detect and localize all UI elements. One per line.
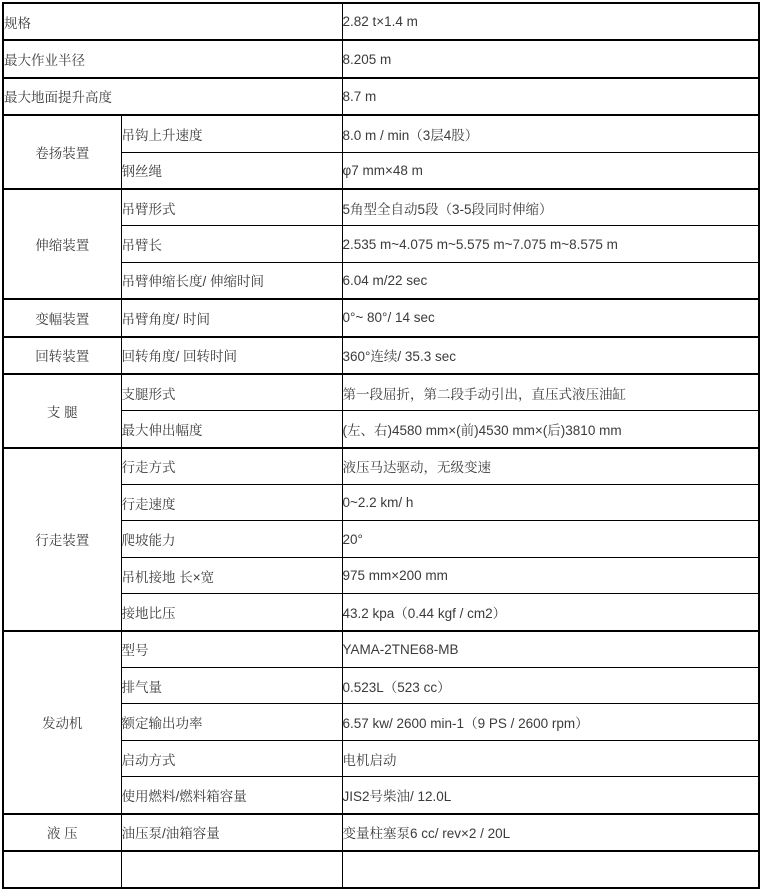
spec-value-cell: 液压马达驱动，无级变速 bbox=[342, 448, 759, 485]
spec-row bbox=[3, 631, 759, 668]
spec-row-full bbox=[3, 78, 759, 115]
spec-label-cell: 最大地面提升高度 bbox=[3, 78, 342, 115]
spec-label-cell bbox=[121, 851, 342, 888]
spec-table-body bbox=[3, 3, 759, 888]
spec-label-cell: 支腿形式 bbox=[121, 374, 342, 411]
spec-value-cell: YAMA-2TNE68-MB bbox=[342, 631, 759, 668]
spec-row-full bbox=[3, 3, 759, 40]
spec-row bbox=[3, 814, 759, 851]
spec-group-cell: 行走装置 bbox=[3, 448, 121, 631]
spec-value-cell: 8.7 m bbox=[342, 78, 759, 115]
spec-group-cell: 回转装置 bbox=[3, 337, 121, 374]
spec-label-cell: 额定输出功率 bbox=[121, 704, 342, 740]
spec-value-cell: 0.523L（523 cc） bbox=[342, 668, 759, 704]
spec-label-cell: 吊臂长 bbox=[121, 226, 342, 262]
spec-table bbox=[2, 2, 760, 889]
spec-label-cell: 行走速度 bbox=[121, 485, 342, 521]
spec-label-cell: 最大伸出幅度 bbox=[121, 411, 342, 448]
spec-value-cell: 43.2 kpa（0.44 kgf / cm2） bbox=[342, 594, 759, 631]
spec-group-cell: 伸缩装置 bbox=[3, 189, 121, 299]
spec-value-cell: (左、右)4580 mm×(前)4530 mm×(后)3810 mm bbox=[342, 411, 759, 448]
spec-value-cell: 8.205 m bbox=[342, 40, 759, 77]
spec-row bbox=[3, 299, 759, 336]
spec-row bbox=[3, 115, 759, 152]
spec-label-cell: 油压泵/油箱容量 bbox=[121, 814, 342, 851]
spec-label-cell: 型号 bbox=[121, 631, 342, 668]
spec-group-cell: 支 腿 bbox=[3, 374, 121, 448]
spec-value-cell: 8.0 m / min（3层4股） bbox=[342, 115, 759, 152]
spec-value-cell: φ7 mm×48 m bbox=[342, 152, 759, 189]
spec-group-cell: 卷扬装置 bbox=[3, 115, 121, 189]
spec-value-cell: 0~2.2 km/ h bbox=[342, 485, 759, 521]
spec-value-cell: 975 mm×200 mm bbox=[342, 557, 759, 593]
spec-row bbox=[3, 374, 759, 411]
spec-value-cell: 电机启动 bbox=[342, 740, 759, 776]
spec-value-cell bbox=[342, 851, 759, 888]
spec-label-cell: 最大作业半径 bbox=[3, 40, 342, 77]
spec-row bbox=[3, 448, 759, 485]
spec-label-cell: 吊臂角度/ 时间 bbox=[121, 299, 342, 336]
spec-value-cell: 360°连续/ 35.3 sec bbox=[342, 337, 759, 374]
spec-group-cell: 液 压 bbox=[3, 814, 121, 851]
spec-value-cell: 6.57 kw/ 2600 min-1（9 PS / 2600 rpm） bbox=[342, 704, 759, 740]
spec-label-cell: 行走方式 bbox=[121, 448, 342, 485]
spec-label-cell: 吊臂形式 bbox=[121, 189, 342, 226]
spec-label-cell: 回转角度/ 回转时间 bbox=[121, 337, 342, 374]
spec-label-cell: 吊臂伸缩长度/ 伸缩时间 bbox=[121, 262, 342, 299]
spec-row bbox=[3, 189, 759, 226]
spec-value-cell: JIS2号柴油/ 12.0L bbox=[342, 777, 759, 814]
spec-group-cell: 变幅装置 bbox=[3, 299, 121, 336]
spec-label-cell: 启动方式 bbox=[121, 740, 342, 776]
spec-value-cell: 第一段屈折，第二段手动引出，直压式液压油缸 bbox=[342, 374, 759, 411]
spec-table-container bbox=[2, 2, 758, 889]
spec-group-cell: 发动机 bbox=[3, 631, 121, 814]
spec-value-cell: 2.535 m~4.075 m~5.575 m~7.075 m~8.575 m bbox=[342, 226, 759, 262]
spec-row-full bbox=[3, 40, 759, 77]
spec-label-cell: 吊机接地 长×宽 bbox=[121, 557, 342, 593]
spec-label-cell: 吊钩上升速度 bbox=[121, 115, 342, 152]
spec-label-cell: 爬坡能力 bbox=[121, 521, 342, 557]
spec-label-cell: 钢丝绳 bbox=[121, 152, 342, 189]
spec-label-cell: 规格 bbox=[3, 3, 342, 40]
spec-value-cell: 变量柱塞泵6 cc/ rev×2 / 20L bbox=[342, 814, 759, 851]
spec-group-cell bbox=[3, 851, 121, 888]
spec-label-cell: 排气量 bbox=[121, 668, 342, 704]
spec-label-cell: 接地比压 bbox=[121, 594, 342, 631]
spec-row-partial bbox=[3, 851, 759, 888]
spec-row bbox=[3, 337, 759, 374]
spec-label-cell: 使用燃料/燃料箱容量 bbox=[121, 777, 342, 814]
spec-value-cell: 6.04 m/22 sec bbox=[342, 262, 759, 299]
spec-value-cell: 2.82 t×1.4 m bbox=[342, 3, 759, 40]
spec-value-cell: 5角型全自动5段（3-5段同时伸缩） bbox=[342, 189, 759, 226]
spec-value-cell: 20° bbox=[342, 521, 759, 557]
spec-value-cell: 0°~ 80°/ 14 sec bbox=[342, 299, 759, 336]
